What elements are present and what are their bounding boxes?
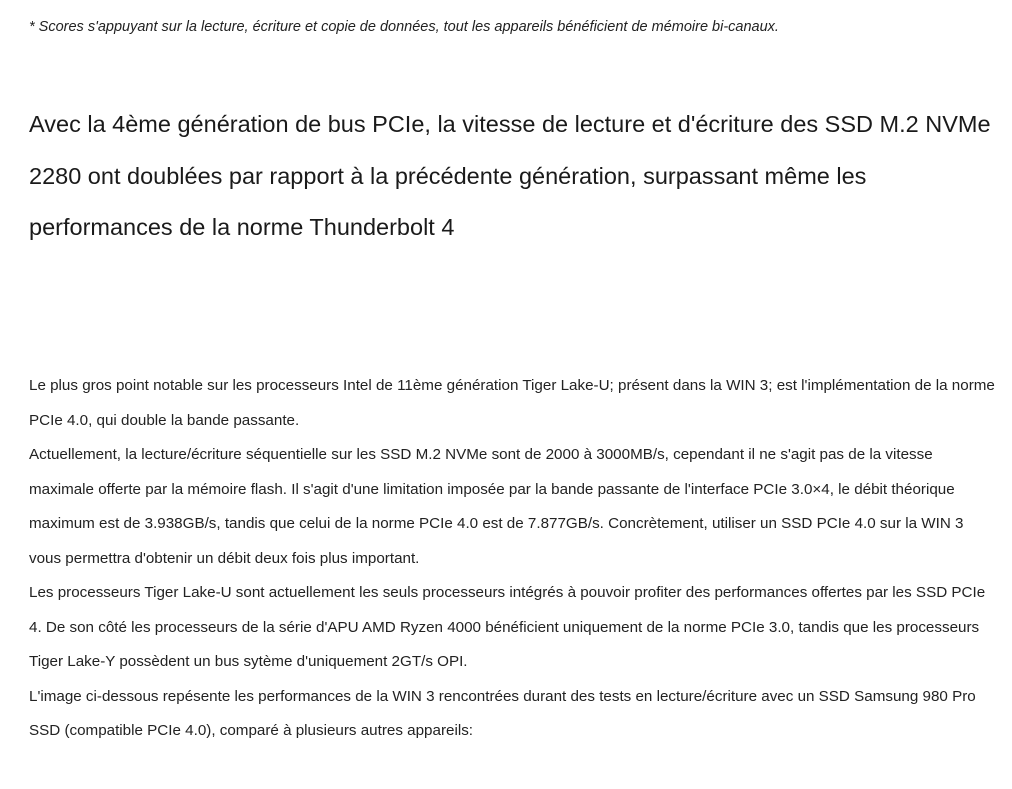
paragraph-bandwidth: Actuellement, la lecture/écriture séquentielle sur les SSD M.2 NVMe sont de 2000 à 3000MB/s, cependant il ne s'agit pas de la vitesse maximale offerte par la mémoire flash. Il s'agit d'une limitation imposée par la bande passante de l'interface PCIe 3.0×4, le débit théorique maximum est de 3.938GB/s, tandis que celui de la norme PCIe 4.0 est de 7.877GB/s. Concrètement, utiliser un SSD PCIe 4.0 sur la WIN 3 vous permettra d'obtenir un débit deux fois plus important. bbox=[29, 446, 964, 567]
paragraph-pcie-intro: Le plus gros point notable sur les processeurs Intel de 11ème génération Tiger Lake-U; présent dans la WIN 3; est l'implémentation de la norme PCIe 4.0, qui double la bande passante. bbox=[29, 377, 995, 429]
paragraph-image-intro: L'image ci-dessous repésente les performances de la WIN 3 rencontrées durant des tests en lecture/écriture avec un SSD Samsung 980 Pro SSD (compatible PCIe 4.0), comparé à plusieurs autres appareils: bbox=[29, 687, 976, 739]
benchmark-footnote: * Scores s'appuyant sur la lecture, écriture et copie de données, tout les appareils bénéficient de mémoire bi-canaux. bbox=[29, 19, 779, 35]
article-body bbox=[29, 369, 997, 749]
paragraph-processors: Les processeurs Tiger Lake-U sont actuellement les seuls processeurs intégrés à pouvoir profiter des performances offertes par les SSD PCIe 4. De son côté les processeurs de la série d'APU AMD Ryzen 4000 bénéficient uniquement de la norme PCIe 3.0, tandis que les processeurs Tiger Lake-Y possèdent un bus sytème d'uniquement 2GT/s OPI. bbox=[29, 584, 986, 670]
section-heading: Avec la 4ème génération de bus PCIe, la vitesse de lecture et d'écriture des SSD M.2 NVMe 2280 ont doublées par rapport à la précédente génération, surpassant même les performances de la norme Thunderbolt 4 bbox=[29, 111, 991, 240]
